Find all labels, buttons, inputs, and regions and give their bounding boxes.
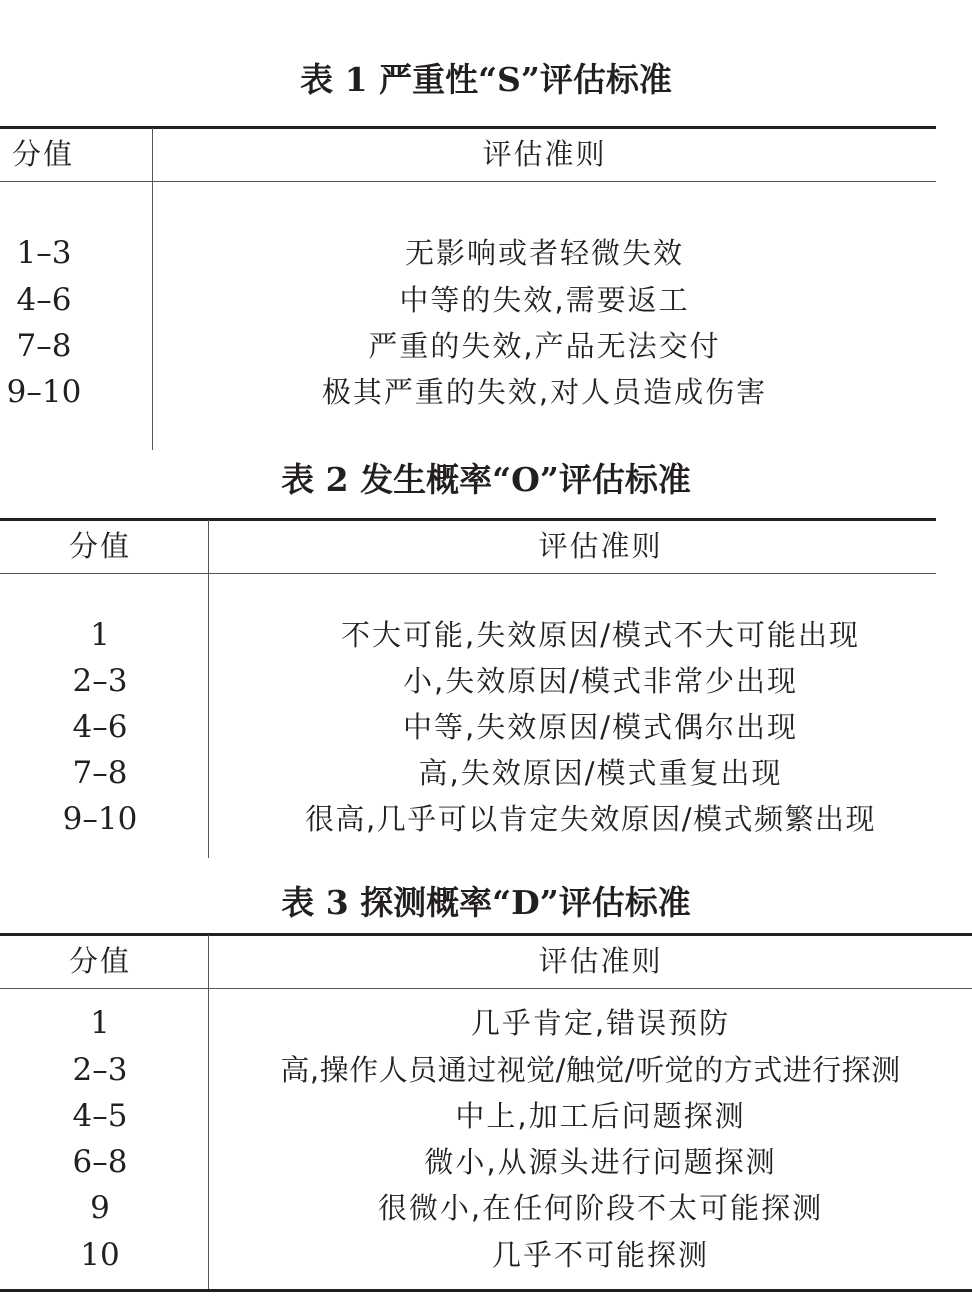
table1-row-score: 4–6 [16,282,72,318]
table3-row-criterion: 几乎肯定,错误预防 [470,1006,731,1040]
table1-row-score: 1–3 [16,235,72,271]
table3-row-criterion: 很微小,在任何阶段不太可能探测 [377,1191,824,1225]
table1-row-criterion: 极其严重的失效,对人员造成伤害 [321,375,768,409]
table3-row-criterion: 中上,加工后问题探测 [455,1099,746,1133]
table1-row-criterion: 严重的失效,产品无法交付 [368,329,721,363]
table2-header-score: 分值 [68,529,131,563]
table2-row-criterion: 不大可能,失效原因/模式不大可能出现 [341,618,860,652]
table1-top-rule [0,126,936,129]
table3-row-score: 6–8 [72,1144,128,1180]
table3-header-criterion: 评估准则 [538,944,663,978]
table2-row-criterion: 中等,失效原因/模式偶尔出现 [403,710,798,744]
table3-top-rule [0,933,972,936]
table2-row-score: 9–10 [62,801,138,837]
table1-header-criterion: 评估准则 [482,137,607,171]
table2-row-criterion: 高,失效原因/模式重复出现 [418,756,783,790]
table3-header-rule [0,988,972,989]
table1-row-score: 7–8 [16,328,72,364]
table1-title: 表 1 严重性“S”评估标准 [300,60,672,99]
table3-row-score: 10 [80,1237,120,1273]
table2-row-score: 1 [90,617,110,653]
table1-row-score: 9–10 [6,374,82,410]
table2-header-rule [0,573,936,574]
table2-row-criterion: 很高,几乎可以肯定失效原因/模式频繁出现 [305,802,876,836]
table2-header-criterion: 评估准则 [538,529,663,563]
table3-row-score: 9 [90,1190,110,1226]
table2-title: 表 2 发生概率“O”评估标准 [281,460,691,499]
table2-row-score: 4–6 [72,709,128,745]
table3-title: 表 3 探测概率“D”评估标准 [281,883,691,922]
table2-top-rule [0,518,936,521]
table3-header-score: 分值 [68,944,131,978]
table2-row-score: 7–8 [72,755,128,791]
table2-row-score: 2–3 [72,663,128,699]
table3-row-criterion: 几乎不可能探测 [491,1238,709,1272]
table3-row-criterion: 微小,从源头进行问题探测 [424,1145,777,1179]
table3-row-score: 1 [90,1005,110,1041]
table1-row-criterion: 无影响或者轻微失效 [404,236,684,270]
table3-bottom-rule [0,1289,972,1292]
table1-row-criterion: 中等的失效,需要返工 [399,283,690,317]
table1-header-score: 分值 [12,137,75,171]
table2-row-criterion: 小,失效原因/模式非常少出现 [403,664,798,698]
table3-row-score: 2–3 [72,1052,128,1088]
table1-header-rule [0,181,936,182]
table3-row-score: 4–5 [72,1098,128,1134]
table3-row-criterion: 高,操作人员通过视觉/触觉/听觉的方式进行探测 [280,1053,901,1087]
